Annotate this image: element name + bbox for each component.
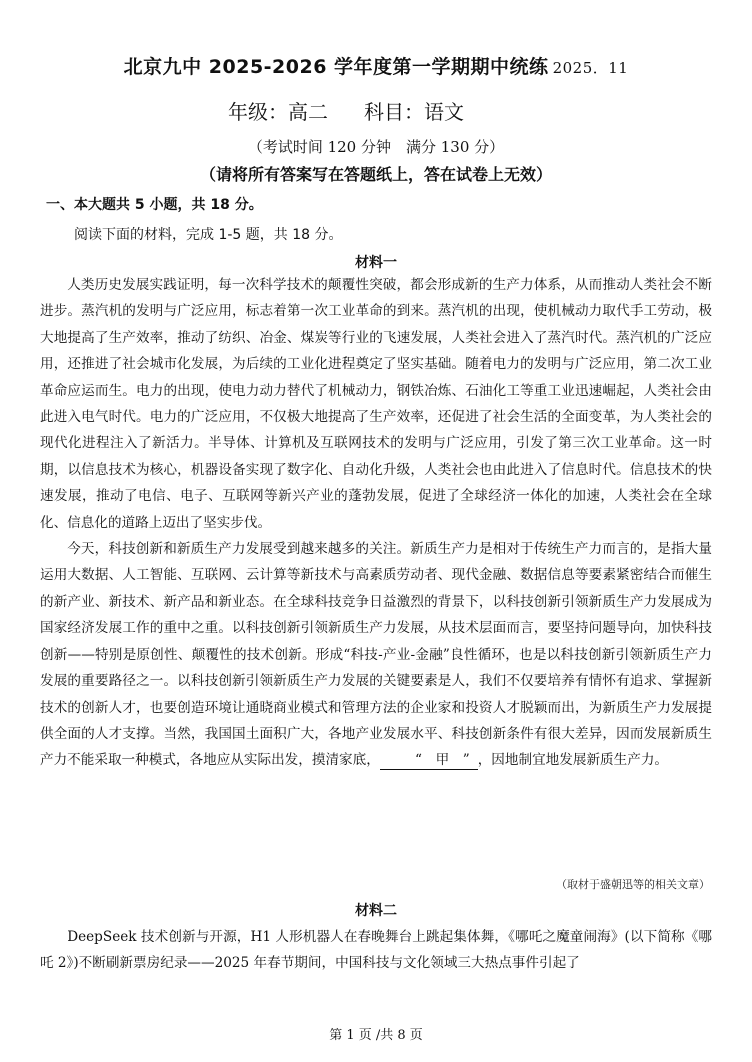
section-instruction: 阅读下面的材料，完成 1-5 题，共 18 分。 <box>74 227 343 243</box>
answer-notice: （请将所有答案写在答题纸上，答在试卷上无效） <box>199 165 552 184</box>
material-one-body <box>40 272 712 774</box>
material-one-title: 材料一 <box>355 255 397 271</box>
paragraph-2-ending: ，因地制宜地发展新质生产力。 <box>477 752 669 769</box>
material-two-body <box>40 924 712 977</box>
fill-blank-jia: “ 甲 ” <box>380 751 478 770</box>
paragraph-2-text: 今天，科技创新和新质生产力发展受到越来越多的关注。新质生产力是相对于传统生产力而言的，是指大量运用大数据、人工智能、互联网、云计算等新技术与高素质劳动者、现代金融、数据信息等要素紧密结合而催生的新产业、新技术、新产品和新业态。在全球科技竞争日益激烈的背景下，以科技创新引领新质生产力发展成为国家经济发展工作的重中之重。以科技创新引领新质生产力发展，从技术层面而言，要坚持问题导向，加快科技创新——特别是原创性、颠覆性的技术创新。形成“科技-产业-金融”良性循环，也是以科技创新引领新质生产力发展的重要路径之一。以科技创新引领新质生产力发展的关键要素是人，我们不仅要培养有情怀有追求、掌握新技术的创新人才，也要创造环境让通晓商业模式和管理方法的企业家和投资人才脱颖而出，为新质生产力发展提供全面的人才支撑。当然，我国国土面积广大，各地产业发展水平、科技创新条件有很大差异，因而发展新质生产力不能采取一种模式，各地应从实际出发，摸清家底， <box>40 541 712 769</box>
exam-date: 2025．11 <box>552 59 629 77</box>
material-two-paragraph-1: DeepSeek 技术创新与开源，H1 人形机器人在春晚舞台上跳起集体舞，《哪吒之魔童闹海》(以下简称《哪吒 2》)不断刷新票房纪录——2025 年春节期间，中国科技与文化领域三大热点事件引起了 <box>40 929 712 972</box>
exam-info: （考试时间 120 分钟 满分 130 分） <box>247 138 505 156</box>
subject-label: 科目：语文 <box>364 100 464 124</box>
page-number: 第 1 页 /共 8 页 <box>329 1028 423 1043</box>
exam-title <box>0 52 752 79</box>
section-heading: 一、本大题共 5 小题，共 18 分。 <box>46 197 263 213</box>
material-one-paragraph-1: 人类历史发展实践证明，每一次科学技术的颠覆性突破，都会形成新的生产力体系，从而推动人类社会不断进步。蒸汽机的发明与广泛应用，标志着第一次工业革命的到来。蒸汽机的出现，使机械动力取代手工劳动，极大地提高了生产效率，推动了纺织、冶金、煤炭等行业的飞速发展，人类社会进入了蒸汽时代。蒸汽机的广泛应用，还推进了社会城市化发展，为后续的工业化进程奠定了坚实基础。随着电力的发明与广泛应用，第二次工业革命应运而生。电力的出现，使电力动力替代了机械动力，钢铁冶炼、石油化工等重工业迅速崛起，人类社会由此进入电气时代。电力的广泛应用，不仅极大地提高了生产效率，还促进了社会生活的全面变革，为人类社会的现代化进程注入了新活力。半导体、计算机及互联网技术的发明与广泛应用，引发了第三次工业革命。这一时期，以信息技术为核心，机器设备实现了数字化、自动化升级，人类社会也由此进入了信息时代。信息技术的快速发展，推动了电信、电子、互联网等新兴产业的蓬勃发展，促进了全球经济一体化的加速，人类社会在全球化、信息化的道路上迈出了坚实步伐。 <box>40 277 712 531</box>
material-two-title: 材料二 <box>355 903 397 919</box>
source-citation: （取材于盛朝迅等的相关文章） <box>556 878 710 891</box>
grade-label: 年级：高二 <box>228 100 328 124</box>
grade-subject-line <box>228 96 464 125</box>
material-one-paragraph-2 <box>40 536 712 774</box>
exam-title-text: 北京九中 2025-2026 学年度第一学期期中统练 <box>123 56 549 78</box>
